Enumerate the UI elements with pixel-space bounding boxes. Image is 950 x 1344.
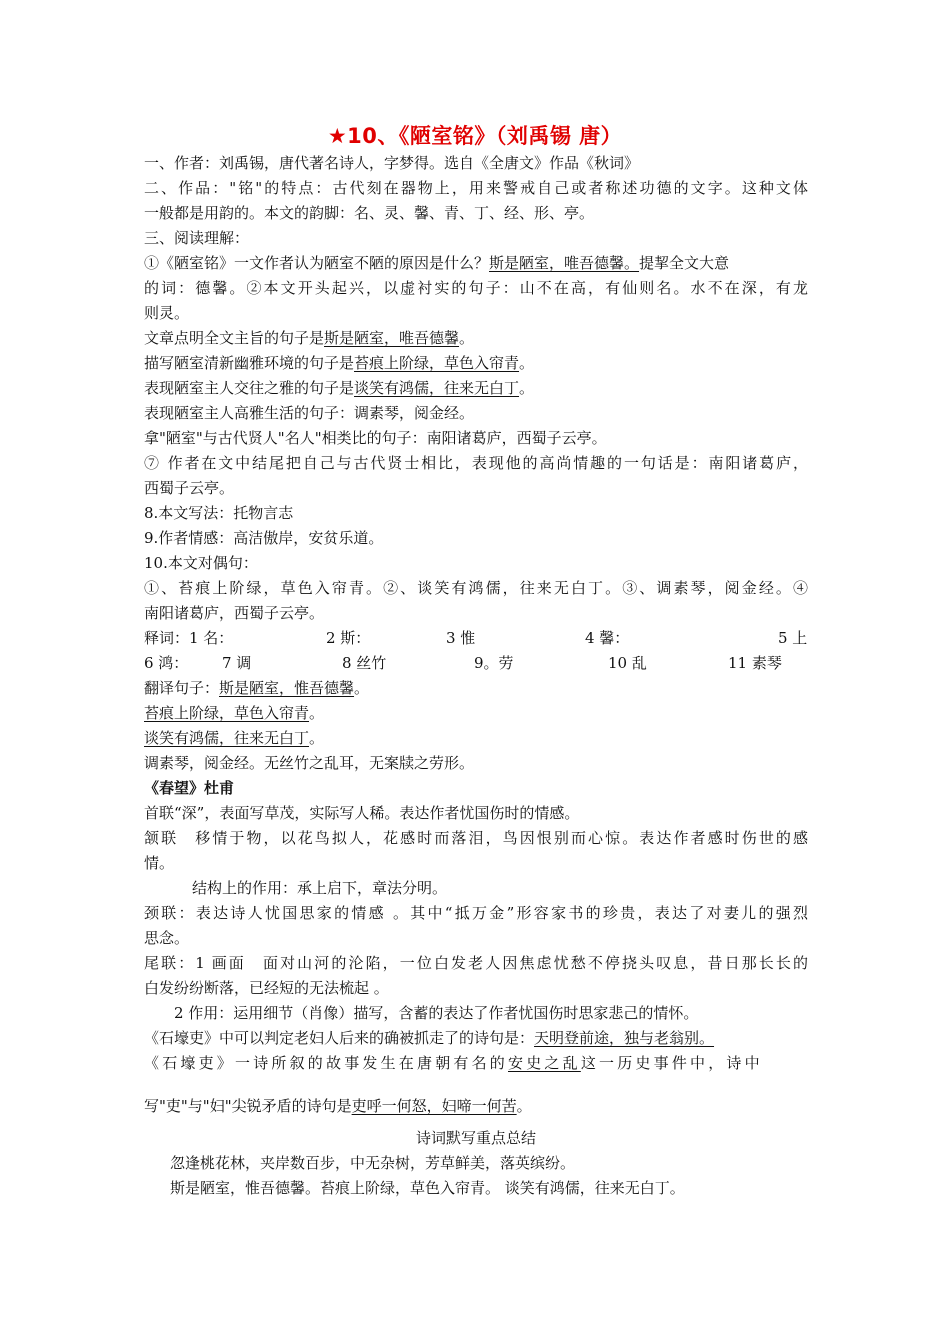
chunwang-line-3: 情。 xyxy=(144,854,175,872)
shihaoli-line-1 xyxy=(144,1026,808,1050)
chunwang-line-1: 首联“深”，表面写草茂，实际写人稀。表达作者忧国伤时的情感。 xyxy=(144,804,580,822)
social-answer: 谈笑有鸿儒，往来无白丁 xyxy=(354,379,520,397)
work-line: 二、作品："铭"的特点：古代刻在器物上，用来警戒自己或者称述功德的文字。这种文体 xyxy=(144,179,808,197)
document-title: ★10、《陋室铭》（刘禹锡 唐） xyxy=(327,124,623,148)
question-text-tail: 提挈全文大意 xyxy=(639,254,730,272)
chunwang-line-6: 思念。 xyxy=(144,929,190,947)
translation-label: 翻译句子： xyxy=(144,679,220,697)
shihaoli-event: 安史之乱 xyxy=(508,1054,581,1072)
writing-method-line: 8.本文写法：托物言志 xyxy=(144,504,294,522)
theme-period: 。 xyxy=(459,329,475,347)
translation-line-1 xyxy=(144,676,808,700)
translation-period: 。 xyxy=(309,729,325,747)
analogy-sentence-line: 拿"陋室"与古代贤人"名人"相类比的句子：南阳诸葛庐，西蜀子云亭。 xyxy=(144,429,607,447)
parallel-heading: 10.本文对偶句： xyxy=(144,554,258,572)
social-period: 。 xyxy=(519,379,535,397)
chunwang-line-7: 尾联：1 画面 面对山河的沦陷，一位白发老人因焦虑忧愁不停挠头叹息，昔日那长长的 xyxy=(144,954,808,972)
chunwang-heading: 《春望》杜甫 xyxy=(144,779,235,797)
question-line-1 xyxy=(144,251,808,275)
theme-answer: 斯是陋室，唯吾德馨 xyxy=(324,329,460,347)
summary-heading: 诗词默写重点总结 xyxy=(415,1129,536,1147)
shihaoli-text: 《石壕吏》一诗所叙的故事发生在唐朝有名的 xyxy=(144,1054,509,1072)
gloss-item: 3 惟 xyxy=(446,629,476,647)
life-sentence-line: 表现陋室主人高雅生活的句子：调素琴，阅金经。 xyxy=(144,404,475,422)
parallel-line-2: 南阳诸葛庐，西蜀子云亭。 xyxy=(144,604,325,622)
chunwang-line-2: 颔联 移情于物，以花鸟拟人，花感时而落泪，鸟因恨别而心惊。表达作者感时伤世的感 xyxy=(144,829,808,847)
author-line: 一、作者：刘禹锡，唐代著名诗人，字梦得。选自《全唐文》作品《秋词》 xyxy=(144,154,640,172)
question-text: ①《陋室铭》一文作者认为陋室不陋的原因是什么？ xyxy=(144,254,490,272)
shihaoli-conflict-answer: 吏呼一何怒，妇啼一何苦 xyxy=(351,1097,517,1115)
shihaoli-line-2 xyxy=(144,1051,808,1075)
gloss-item: 7 调 xyxy=(222,654,252,672)
shihaoli-answer: 天明登前途，独与老翁别。 xyxy=(534,1029,715,1047)
shihaoli-conflict-label: 写"吏"与"妇"尖锐矛盾的诗句是 xyxy=(144,1097,352,1115)
chunwang-line-9: 2 作用：运用细节（肖像）描写，含蓄的表达了作者忧国伤时思家悲己的情怀。 xyxy=(174,1004,699,1022)
gloss-item: 4 馨： xyxy=(585,629,630,647)
translation-period: 。 xyxy=(354,679,370,697)
gloss-item: 释词：1 名： xyxy=(144,629,234,647)
translation-line-3 xyxy=(144,726,808,750)
question-line-2: 的词：德馨。②本文开头起兴，以虚衬实的句子：山不在高，有仙则名。水不在深，有龙 xyxy=(144,279,808,297)
translation-sentence: 谈笑有鸿儒，往来无白丁 xyxy=(144,729,310,747)
translation-period: 。 xyxy=(309,704,325,722)
conclusion-line-2: 西蜀子云亭。 xyxy=(144,479,235,497)
social-sentence-line xyxy=(144,376,808,400)
shihaoli-question: 《石壕吏》中可以判定老妇人后来的确被抓走了的诗句是： xyxy=(144,1029,535,1047)
author-emotion-line: 9.作者情感：高洁傲岸，安贫乐道。 xyxy=(144,529,384,547)
environment-label: 描写陋室清新幽雅环境的句子是 xyxy=(144,354,355,372)
shihaoli-period: 。 xyxy=(516,1097,532,1115)
gloss-item: 2 斯： xyxy=(326,629,371,647)
shihaoli-line-3 xyxy=(144,1094,808,1118)
shihaoli-text-tail: 这一历史事件中，诗中 xyxy=(580,1054,763,1072)
gloss-item: 10 乱 xyxy=(608,654,647,672)
parallel-line-1: ①、苔痕上阶绿，草色入帘青。②、谈笑有鸿儒，往来无白丁。③、调素琴，阅金经。④ xyxy=(144,579,808,597)
gloss-item: 9。劳 xyxy=(474,654,514,672)
environment-sentence-line xyxy=(144,351,808,375)
summary-line-2: 斯是陋室，惟吾德馨。苔痕上阶绿，草色入帘青。 谈笑有鸿儒，往来无白丁。 xyxy=(170,1179,685,1197)
section-heading-reading: 三、阅读理解： xyxy=(144,229,250,247)
chunwang-line-5: 颈联：表达诗人忧国思家的情感 。其中“抵万金”形容家书的珍贵，表达了对妻儿的强烈 xyxy=(144,904,808,922)
translation-line-2 xyxy=(144,701,808,725)
question-line-3: 则灵。 xyxy=(144,304,190,322)
rhyme-line: 一般都是用韵的。本文的韵脚：名、灵、馨、青、丁、经、形、亭。 xyxy=(144,204,595,222)
gloss-item: 6 鸿： xyxy=(144,654,189,672)
gloss-item: 5 上 xyxy=(778,629,808,647)
chunwang-line-8: 白发纷纷断落，已经短的无法梳起 。 xyxy=(144,979,389,997)
gloss-item: 11 素琴 xyxy=(728,654,782,672)
environment-answer: 苔痕上阶绿，草色入帘青 xyxy=(354,354,520,372)
chunwang-line-4: 结构上的作用：承上启下，章法分明。 xyxy=(192,879,448,897)
answer-underlined: 斯是陋室，唯吾德馨。 xyxy=(489,254,640,272)
theme-label: 文章点明全文主旨的句子是 xyxy=(144,329,325,347)
theme-sentence-line xyxy=(144,326,808,350)
summary-line-1: 忽逢桃花林，夹岸数百步，中无杂树，芳草鲜美，落英缤纷。 xyxy=(170,1154,576,1172)
translation-sentence: 苔痕上阶绿，草色入帘青 xyxy=(144,704,310,722)
translation-sentence: 斯是陋室，惟吾德馨 xyxy=(219,679,355,697)
social-label: 表现陋室主人交往之雅的句子是 xyxy=(144,379,355,397)
environment-period: 。 xyxy=(519,354,535,372)
gloss-item: 8 丝竹 xyxy=(342,654,387,672)
conclusion-line-1: ⑦ 作者在文中结尾把自己与古代贤士相比，表现他的高尚情趣的一句话是：南阳诸葛庐， xyxy=(144,454,808,472)
translation-line-4: 调素琴，阅金经。无丝竹之乱耳，无案牍之劳形。 xyxy=(144,754,475,772)
